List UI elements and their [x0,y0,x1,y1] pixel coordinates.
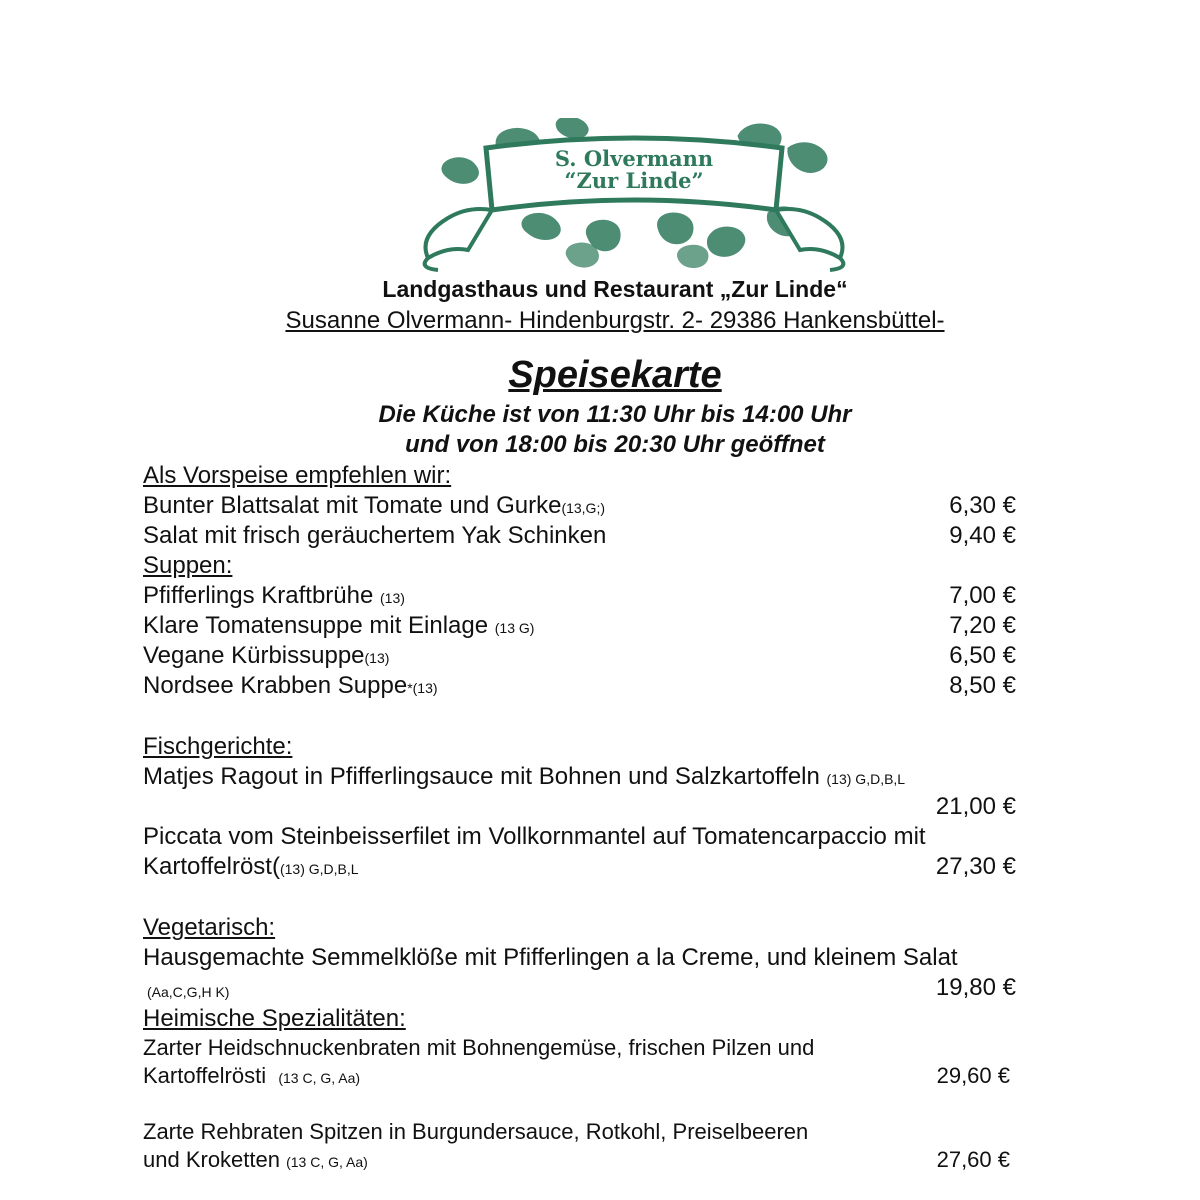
logo-line-1: S. Olvermann [554,146,714,171]
section-heading-heimisch: Heimische Spezialitäten: [143,1005,406,1032]
allergen-note: (13 C, G, Aa) [286,1154,368,1170]
section-heading-vorspeise: Als Vorspeise empfehlen wir: [143,462,452,489]
allergen-note: *(13) [407,680,438,696]
menu-item [143,762,905,794]
allergen-note: (13) G,D,B,L [279,861,359,877]
menu-item-price: 29,60 € [936,1063,1010,1088]
menu-item-name-line-2: Kartoffelröst( [143,853,280,880]
allergen-note: (13) [380,590,405,606]
menu-item [143,852,359,884]
menu-item-price: 8,50 € [949,672,1016,699]
allergen-note: (13) [364,650,390,666]
menu-item-name: Hausgemachte Semmelklöße mit Pfifferlingen a la Creme, und kleinem Salat [143,944,958,971]
opening-hours-line-1: Die Küche ist von 11:30 Uhr bis 14:00 Uhr [378,401,852,428]
menu-item [143,611,534,643]
menu-item-name-line-2: Kartoffelrösti [143,1063,267,1088]
menu-item-name: Salat mit frisch geräuchertem Yak Schinken [143,522,607,549]
section-heading-suppen: Suppen: [143,552,233,579]
menu-title: Speisekarte [508,354,722,396]
opening-hours-line-2: und von 18:00 bis 20:30 Uhr geöffnet [405,431,825,458]
menu-item [143,1062,360,1092]
menu-item-price: 27,30 € [935,853,1016,880]
allergen-note: (13) G,D,B,L [826,771,906,787]
menu-item [143,581,405,613]
menu-item-name: Bunter Blattsalat mit Tomate und Gurke [143,492,562,519]
menu-item [143,1146,368,1176]
menu-item-name-line-2: und Kroketten [143,1147,280,1172]
section-heading-vegetarisch: Vegetarisch: [143,914,276,941]
menu-item-price: 21,00 € [935,793,1016,820]
menu-item-name: Vegane Kürbissuppe [143,642,365,669]
menu-item-price: 7,00 € [949,582,1016,609]
allergen-note: (13 C, G, Aa) [278,1070,361,1086]
menu-item-price: 9,40 € [949,522,1016,549]
restaurant-address: Susanne Olvermann- Hindenburgstr. 2- 29386 Hankensbüttel- [285,307,945,334]
menu-item-name-line-1: Piccata vom Steinbeisserfilet im Vollkornmantel auf Tomatencarpaccio mit [143,823,926,850]
logo-line-2: “Zur Linde” [564,168,704,193]
menu-item-price: 27,60 € [936,1147,1010,1172]
menu-item-name: Matjes Ragout in Pfifferlingsauce mit Bohnen und Salzkartoffeln [143,763,820,790]
menu-item-name: Pfifferlings Kraftbrühe [143,582,374,609]
menu-item-name: Nordsee Krabben Suppe [143,672,408,699]
allergen-note: (13 G) [494,620,535,636]
menu-item-name-line-1: Zarter Heidschnuckenbraten mit Bohnengemüse, frischen Pilzen und [143,1035,815,1060]
restaurant-name: Landgasthaus und Restaurant „Zur Linde“ [382,276,848,302]
allergen-note: (13,G;) [561,500,606,516]
menu-item [143,521,606,551]
menu-item [143,671,438,703]
menu-item-price: 19,80 € [935,974,1016,1001]
menu-item-price: 6,50 € [949,642,1016,669]
menu-item-name: Klare Tomatensuppe mit Einlage [143,612,489,639]
menu-item-name-line-1: Zarte Rehbraten Spitzen in Burgundersauce, Rotkohl, Preiselbeeren [143,1119,809,1144]
menu-item [143,491,605,523]
menu-item [143,641,389,673]
menu-item-price: 6,30 € [949,492,1016,519]
menu-item-price: 7,20 € [949,612,1016,639]
allergen-note: (Aa,C,G,H K) [147,984,230,1000]
section-heading-fisch: Fischgerichte: [143,733,293,760]
restaurant-logo [408,118,860,276]
